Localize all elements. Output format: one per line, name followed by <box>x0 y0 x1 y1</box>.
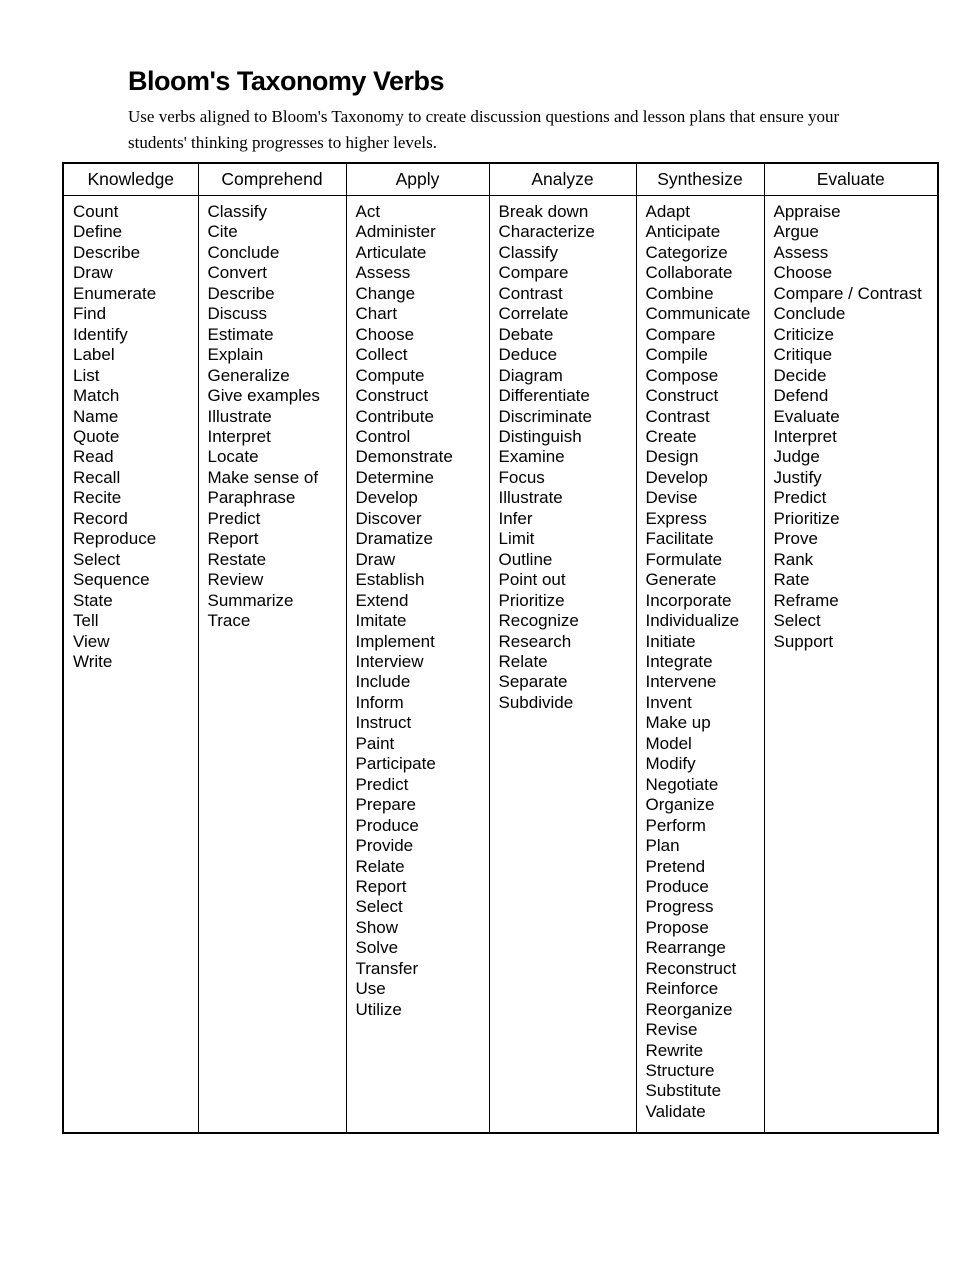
verb-item: Construct <box>355 386 429 406</box>
verb-item: Compose <box>645 365 719 385</box>
verb-item: Make sense of <box>207 467 319 487</box>
verb-item: Determine <box>355 467 434 487</box>
verb-item: Subdivide <box>498 692 574 712</box>
verb-item: Contribute <box>355 406 434 426</box>
verb-item: Outline <box>498 549 553 569</box>
verb-item: Classify <box>498 242 559 262</box>
verb-item: Model <box>645 733 692 753</box>
verb-item: Incorporate <box>645 590 732 610</box>
verb-item: Compile <box>645 345 708 365</box>
verb-item: Trace <box>207 611 251 631</box>
verb-item: Choose <box>355 324 415 344</box>
verb-item: Sequence <box>73 570 150 590</box>
verb-item: Judge <box>773 447 820 467</box>
verb-item: Develop <box>355 488 418 508</box>
verb-item: Articulate <box>355 242 427 262</box>
verb-item: Recall <box>73 467 121 487</box>
verb-item: Construct <box>645 386 719 406</box>
verb-item: Use <box>355 979 386 999</box>
column-header-comprehend: Comprehend <box>198 163 346 196</box>
verb-item: Select <box>73 549 121 569</box>
verb-item: Demonstrate <box>355 447 453 467</box>
verb-item: Administer <box>355 222 436 242</box>
column-header-evaluate: Evaluate <box>764 163 938 196</box>
verb-item: Interpret <box>207 426 271 446</box>
verb-item: Relate <box>498 651 548 671</box>
verb-item: Locate <box>207 447 259 467</box>
verb-item: Report <box>207 529 259 549</box>
verb-item: Substitute <box>645 1081 722 1101</box>
verb-item: Relate <box>355 856 405 876</box>
verb-item: Revise <box>645 1020 698 1040</box>
verb-item: Solve <box>355 938 399 958</box>
verb-item: Paint <box>355 733 395 753</box>
verb-item: Individualize <box>645 611 740 631</box>
verb-item: Reconstruct <box>645 958 737 978</box>
verb-item: Write <box>73 651 113 671</box>
verb-item: Draw <box>355 549 396 569</box>
verb-item: Anticipate <box>645 222 721 242</box>
verb-item: Compute <box>355 365 425 385</box>
column-header-knowledge: Knowledge <box>63 163 198 196</box>
verb-item: Record <box>73 508 128 528</box>
verb-item: Tell <box>73 611 99 631</box>
verb-cell-comprehend <box>198 196 346 1134</box>
verb-item: Assess <box>773 242 829 262</box>
verb-item: Appraise <box>773 202 841 221</box>
verb-item: Plan <box>645 836 680 856</box>
column-header-analyze: Analyze <box>489 163 636 196</box>
verb-item: Generate <box>645 570 717 590</box>
verb-item: Progress <box>645 897 714 917</box>
verb-item: Rank <box>773 549 814 569</box>
verb-item: View <box>73 631 110 651</box>
verb-item: Review <box>207 570 264 590</box>
verb-item: Evaluate <box>773 406 840 426</box>
verb-item: Report <box>355 876 407 896</box>
column-header-apply: Apply <box>346 163 489 196</box>
verb-item: Recite <box>73 488 122 508</box>
verb-item: Find <box>73 304 107 324</box>
verb-item: Develop <box>645 467 708 487</box>
verb-item: Predict <box>207 508 261 528</box>
verb-item: Choose <box>773 263 833 283</box>
verb-list <box>73 202 196 672</box>
verb-item: Create <box>645 426 697 446</box>
verb-item: Provide <box>355 836 414 856</box>
verb-item: Control <box>355 426 411 446</box>
verb-cell-evaluate <box>764 196 938 1134</box>
verb-item: Match <box>73 386 120 406</box>
verb-item: Recognize <box>498 611 579 631</box>
verb-item: Facilitate <box>645 529 714 549</box>
verb-item: Collect <box>355 345 408 365</box>
verb-item: Categorize <box>645 242 728 262</box>
verb-cell-knowledge <box>63 196 198 1134</box>
verb-item: Deduce <box>498 345 558 365</box>
verb-item: Give examples <box>207 386 320 406</box>
verb-item: Formulate <box>645 549 723 569</box>
verb-item: Prioritize <box>773 508 840 528</box>
verb-item: Rate <box>773 570 810 590</box>
taxonomy-table <box>62 162 939 1134</box>
verb-item: Perform <box>645 815 706 835</box>
verb-item: Break down <box>498 202 589 221</box>
verb-item: Show <box>355 917 399 937</box>
verb-list <box>499 202 634 713</box>
verb-item: Design <box>645 447 699 467</box>
verb-cell-apply <box>346 196 489 1134</box>
verb-item: List <box>73 365 100 385</box>
verb-item: Prepare <box>355 795 416 815</box>
verb-item: Structure <box>645 1061 715 1081</box>
verb-item: Devise <box>645 488 698 508</box>
verb-item: Justify <box>773 467 822 487</box>
verb-item: Utilize <box>355 999 402 1019</box>
verb-item: Assess <box>355 263 411 283</box>
verb-item: Propose <box>645 917 709 937</box>
verb-item: Illustrate <box>498 488 563 508</box>
verb-item: Adapt <box>645 202 690 221</box>
verb-item: Express <box>645 508 707 528</box>
verb-item: Produce <box>645 876 709 896</box>
verb-item: Interview <box>355 651 424 671</box>
verb-item: Limit <box>498 529 535 549</box>
verb-item: Generalize <box>207 365 290 385</box>
verb-item: Imitate <box>355 611 407 631</box>
verb-item: Correlate <box>498 304 569 324</box>
verb-item: Diagram <box>498 365 563 385</box>
verb-item: Dramatize <box>355 529 433 549</box>
verb-item: Compare <box>498 263 569 283</box>
verb-item: Contrast <box>645 406 710 426</box>
verb-item: Summarize <box>207 590 294 610</box>
verb-item: Make up <box>645 713 711 733</box>
verb-item: Contrast <box>498 283 563 303</box>
verb-item: Criticize <box>773 324 834 344</box>
page-title: Bloom's Taxonomy Verbs <box>128 66 445 96</box>
verb-item: Intervene <box>645 672 717 692</box>
verb-item: State <box>73 590 113 610</box>
verb-item: Rearrange <box>645 938 726 958</box>
verb-item: Communicate <box>645 304 751 324</box>
verb-item: Collaborate <box>645 263 733 283</box>
verb-item: Select <box>355 897 403 917</box>
verb-item: Combine <box>645 283 714 303</box>
verb-list <box>356 202 487 1020</box>
verb-item: Predict <box>355 774 409 794</box>
verb-item: Quote <box>73 426 120 446</box>
verb-item: Examine <box>498 447 565 467</box>
verb-item: Discover <box>355 508 422 528</box>
verb-list <box>646 202 762 1122</box>
verb-item: Establish <box>355 570 425 590</box>
verb-item: Point out <box>498 570 566 590</box>
verb-item: Conclude <box>773 304 846 324</box>
verb-item: Change <box>355 283 416 303</box>
verb-item: Argue <box>773 222 819 242</box>
verb-item: Initiate <box>645 631 696 651</box>
verb-item: Paraphrase <box>207 488 296 508</box>
verb-item: Illustrate <box>207 406 272 426</box>
verb-item: Defend <box>773 386 829 406</box>
verb-item: Label <box>73 345 115 365</box>
verb-item: Reframe <box>773 590 839 610</box>
column-header-synthesize: Synthesize <box>636 163 764 196</box>
verb-item: Support <box>773 631 834 651</box>
verb-item: Classify <box>207 202 268 221</box>
verb-item: Participate <box>355 754 436 774</box>
verb-item: Count <box>73 202 119 221</box>
verb-item: Prove <box>773 529 818 549</box>
verb-item: Read <box>73 447 114 467</box>
verb-item: Modify <box>645 754 696 774</box>
verb-cell-analyze <box>489 196 636 1134</box>
verb-item: Enumerate <box>73 283 157 303</box>
document-header <box>128 66 858 155</box>
verb-item: Reproduce <box>73 529 157 549</box>
verb-item: Validate <box>645 1101 706 1121</box>
verb-item: Pretend <box>645 856 706 876</box>
verb-item: Reorganize <box>645 999 733 1019</box>
verb-item: Instruct <box>355 713 412 733</box>
verb-item: Decide <box>773 365 827 385</box>
verb-item: Characterize <box>498 222 595 242</box>
verb-item: Describe <box>207 283 275 303</box>
verb-item: Restate <box>207 549 267 569</box>
verb-item: Debate <box>498 324 554 344</box>
page-subtitle: Use verbs aligned to Bloom's Taxonomy to create discussion questions and lesson plans that ensure your students' thinking progresses to higher levels. <box>128 107 840 152</box>
verb-item: Conclude <box>207 242 280 262</box>
verb-item: Draw <box>73 263 113 283</box>
verb-item: Explain <box>207 345 264 365</box>
verb-item: Produce <box>355 815 419 835</box>
verb-item: Compare / Contrast <box>773 283 922 303</box>
verb-item: Implement <box>355 631 435 651</box>
verb-list <box>774 202 936 652</box>
verb-item: Chart <box>355 304 398 324</box>
verb-item: Describe <box>73 242 141 262</box>
verb-list <box>208 202 344 632</box>
verb-item: Act <box>355 202 381 221</box>
verb-item: Inform <box>355 692 404 712</box>
verb-item: Define <box>73 222 123 242</box>
verb-item: Reinforce <box>645 979 719 999</box>
verb-item: Name <box>73 406 119 426</box>
verb-item: Extend <box>355 590 409 610</box>
verb-item: Convert <box>207 263 268 283</box>
verb-item: Interpret <box>773 426 837 446</box>
verb-item: Estimate <box>207 324 274 344</box>
table-header-row <box>63 163 938 196</box>
verb-cell-synthesize <box>636 196 764 1134</box>
verb-item: Focus <box>498 467 545 487</box>
verb-item: Negotiate <box>645 774 719 794</box>
verb-item: Include <box>355 672 411 692</box>
verb-item: Discriminate <box>498 406 593 426</box>
verb-item: Organize <box>645 795 715 815</box>
table-body-row <box>63 196 938 1134</box>
verb-item: Discuss <box>207 304 268 324</box>
verb-item: Select <box>773 611 821 631</box>
verb-item: Critique <box>773 345 833 365</box>
verb-item: Rewrite <box>645 1040 704 1060</box>
verb-item: Compare <box>645 324 716 344</box>
verb-item: Prioritize <box>498 590 565 610</box>
verb-item: Distinguish <box>498 426 582 446</box>
verb-item: Differentiate <box>498 386 590 406</box>
verb-item: Infer <box>498 508 533 528</box>
verb-item: Cite <box>207 222 238 242</box>
verb-item: Identify <box>73 324 128 344</box>
verb-item: Separate <box>498 672 568 692</box>
verb-item: Transfer <box>355 958 419 978</box>
verb-item: Research <box>498 631 572 651</box>
verb-item: Predict <box>773 488 827 508</box>
verb-item: Invent <box>645 692 692 712</box>
verb-item: Integrate <box>645 651 713 671</box>
